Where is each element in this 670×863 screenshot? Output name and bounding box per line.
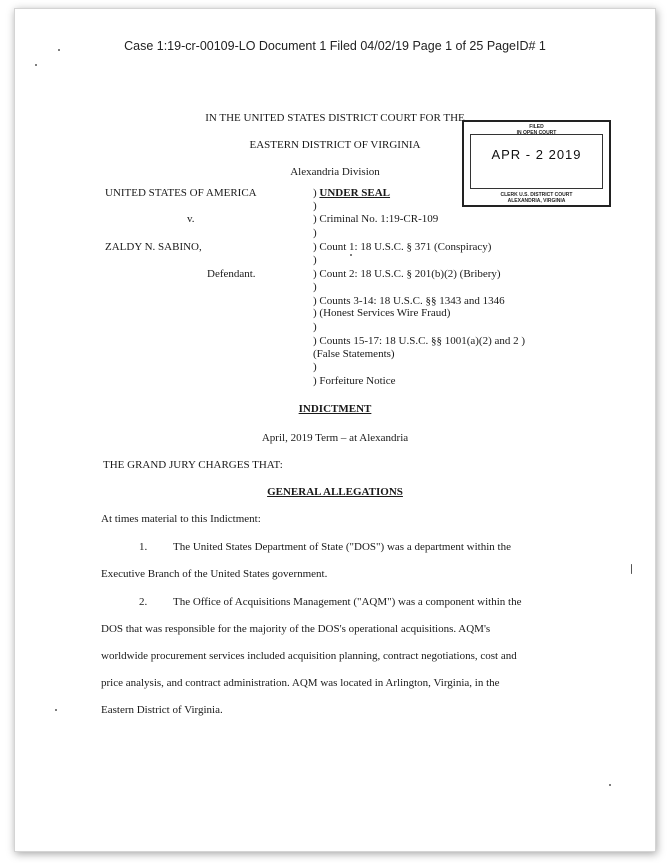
paragraph-1-number: 1.	[139, 541, 148, 553]
filed-stamp	[462, 120, 611, 207]
stamp-date: APR - 2 2019	[491, 147, 582, 162]
counts-15-17: ) Counts 15-17: 18 U.S.C. §§ 1001(a)(2) and 2 )	[313, 335, 526, 347]
paragraph-2-line: worldwide procurement services included acquisition planning, contract negotiations, cost and	[101, 650, 517, 662]
scan-speck	[631, 564, 632, 574]
stamp-bottom-text: CLERK U.S. DISTRICT COURT ALEXANDRIA, VIRGINIA	[500, 192, 573, 204]
grand-jury-charges: THE GRAND JURY CHARGES THAT:	[103, 459, 283, 471]
scan-speck	[55, 709, 57, 711]
forfeiture-notice: ) Forfeiture Notice	[313, 375, 396, 387]
paragraph-1-line: Executive Branch of the United States government.	[101, 568, 328, 580]
stamp-date-box	[470, 134, 603, 189]
paragraph-2-number: 2.	[139, 596, 148, 608]
court-district: EASTERN DISTRICT OF VIRGINIA	[249, 139, 421, 151]
scan-speck	[58, 49, 60, 51]
paren-line: )	[313, 321, 317, 333]
paren-line: )	[313, 227, 317, 239]
criminal-no: ) Criminal No. 1:19-CR-109	[313, 213, 439, 225]
paren-line: )	[313, 200, 317, 212]
indictment-term: April, 2019 Term – at Alexandria	[261, 432, 409, 444]
scan-speck	[35, 64, 37, 66]
under-seal-line: ) UNDER SEAL	[313, 187, 391, 199]
counts-3-14: ) Counts 3-14: 18 U.S.C. §§ 1343 and 1346	[313, 295, 505, 307]
scan-speck	[609, 784, 611, 786]
paren-line: )	[313, 361, 317, 373]
court-division: Alexandria Division	[290, 166, 380, 178]
indictment-title: INDICTMENT	[298, 403, 372, 415]
intro-line: At times material to this Indictment:	[101, 513, 261, 525]
court-title: IN THE UNITED STATES DISTRICT COURT FOR THE	[205, 112, 465, 124]
paragraph-2-line: DOS that was responsible for the majority of the DOS's operational acquisitions. AQM's	[101, 623, 491, 635]
defendant-label: Defendant.	[207, 268, 256, 280]
paren-line: )	[313, 254, 317, 266]
stamp-top-text: FILED IN OPEN COURT	[516, 124, 557, 136]
counts-3-14-desc: ) (Honest Services Wire Fraud)	[313, 307, 451, 319]
section-heading: GENERAL ALLEGATIONS	[267, 486, 403, 498]
paragraph-2-line: The Office of Acquisitions Management ("AQM") was a component within the	[173, 596, 522, 608]
count-2: ) Count 2: 18 U.S.C. § 201(b)(2) (Bribery)	[313, 268, 501, 280]
paragraph-1-line: The United States Department of State ("DOS") was a department within the	[173, 541, 511, 553]
case-header: Case 1:19-cr-00109-LO Document 1 Filed 04/02/19 Page 1 of 25 PageID# 1	[124, 39, 546, 53]
under-seal: UNDER SEAL	[319, 187, 391, 199]
count-1: ) Count 1: 18 U.S.C. § 371 (Conspiracy)	[313, 241, 492, 253]
document-page	[14, 8, 656, 852]
paragraph-2-line: Eastern District of Virginia.	[101, 704, 223, 716]
scan-speck	[350, 254, 352, 256]
plaintiff: UNITED STATES OF AMERICA	[105, 187, 257, 199]
defendant-name: ZALDY N. SABINO,	[105, 241, 202, 253]
paragraph-2-line: price analysis, and contract administration. AQM was located in Arlington, Virginia, in the	[101, 677, 500, 689]
counts-15-17-desc: (False Statements)	[313, 348, 395, 360]
paren-line: )	[313, 281, 317, 293]
versus: v.	[187, 213, 195, 225]
